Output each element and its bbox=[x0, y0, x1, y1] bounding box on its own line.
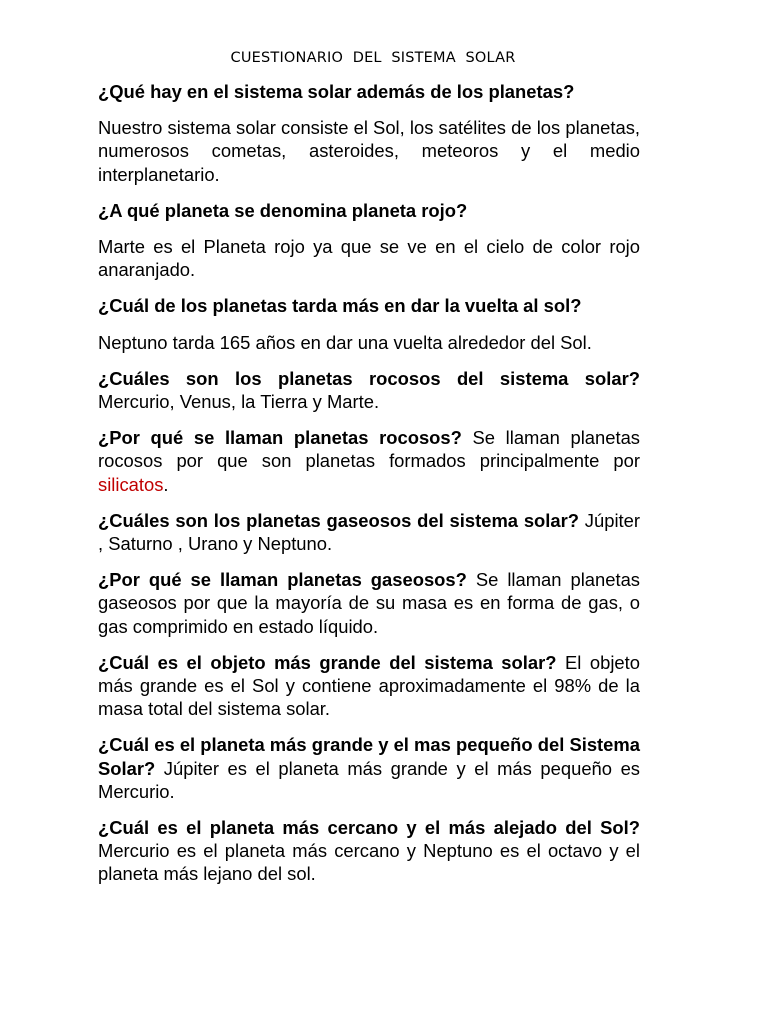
question-7: ¿Por qué se llaman planetas gaseosos? bbox=[98, 569, 467, 591]
question-3: ¿Cuál de los planetas tarda más en dar la vuelta al sol? bbox=[98, 295, 582, 317]
question-9: ¿Cuál es el planeta más grande y el mas pequeño del Sistema Solar? bbox=[98, 734, 640, 779]
question-8: ¿Cuál es el objeto más grande del sistema solar? bbox=[98, 651, 557, 673]
highlighted-term: silicatos bbox=[98, 473, 164, 495]
answer-1: Nuestro sistema solar consiste el Sol, los satélites de los planetas, numerosos cometas, asteroides, meteoros y el medio interplanetario. bbox=[98, 117, 640, 185]
answer-8: El objeto más grande es el Sol y contiene aproximadamente el 98% de la masa total del sistema solar. bbox=[98, 651, 640, 720]
qa-item-8 bbox=[98, 651, 640, 721]
document-page bbox=[98, 50, 640, 886]
answer-7: Se llaman planetas gaseosos por que la mayoría de su masa es en forma de gas, o gas comprimido en estado líquido. bbox=[98, 569, 640, 637]
answer-6: Júpiter , Saturno , Urano y Neptuno. bbox=[98, 509, 640, 555]
answer-5: Se llaman planetas rocosos por que son planetas formados principalmente por bbox=[98, 427, 641, 472]
qa-item-7 bbox=[98, 568, 640, 638]
question-1: ¿Qué hay en el sistema solar además de los planetas? bbox=[98, 81, 575, 102]
qa-item-6 bbox=[98, 509, 640, 555]
question-2: ¿A qué planeta se denomina planeta rojo? bbox=[98, 199, 468, 221]
question-4: ¿Cuáles son los planetas rocosos del sistema solar? bbox=[98, 367, 640, 389]
question-5: ¿Por qué se llaman planetas rocosos? bbox=[98, 427, 462, 449]
qa-item-10 bbox=[98, 816, 640, 886]
question-6: ¿Cuáles son los planetas gaseosos del sistema solar? bbox=[98, 509, 580, 531]
answer-4: Mercurio, Venus, la Tierra y Marte. bbox=[98, 391, 380, 413]
document-title: CUESTIONARIO DEL SISTEMA SOLAR bbox=[230, 50, 516, 66]
qa-item-4 bbox=[98, 367, 640, 413]
question-10: ¿Cuál es el planeta más cercano y el más alejado del Sol? bbox=[98, 817, 640, 839]
qa-item-9 bbox=[98, 733, 640, 803]
qa-item-5 bbox=[98, 426, 640, 496]
answer-9: Júpiter es el planeta más grande y el más pequeño es Mercurio. bbox=[98, 757, 640, 802]
answer-3: Neptuno tarda 165 años en dar una vuelta alrededor del Sol. bbox=[98, 331, 592, 353]
answer-2: Marte es el Planeta rojo ya que se ve en el cielo de color rojo anaranjado. bbox=[98, 236, 640, 281]
answer-5-end: . bbox=[163, 473, 169, 495]
answer-10: Mercurio es el planeta más cercano y Neptuno es el octavo y el planeta más lejano del sol. bbox=[98, 840, 640, 885]
